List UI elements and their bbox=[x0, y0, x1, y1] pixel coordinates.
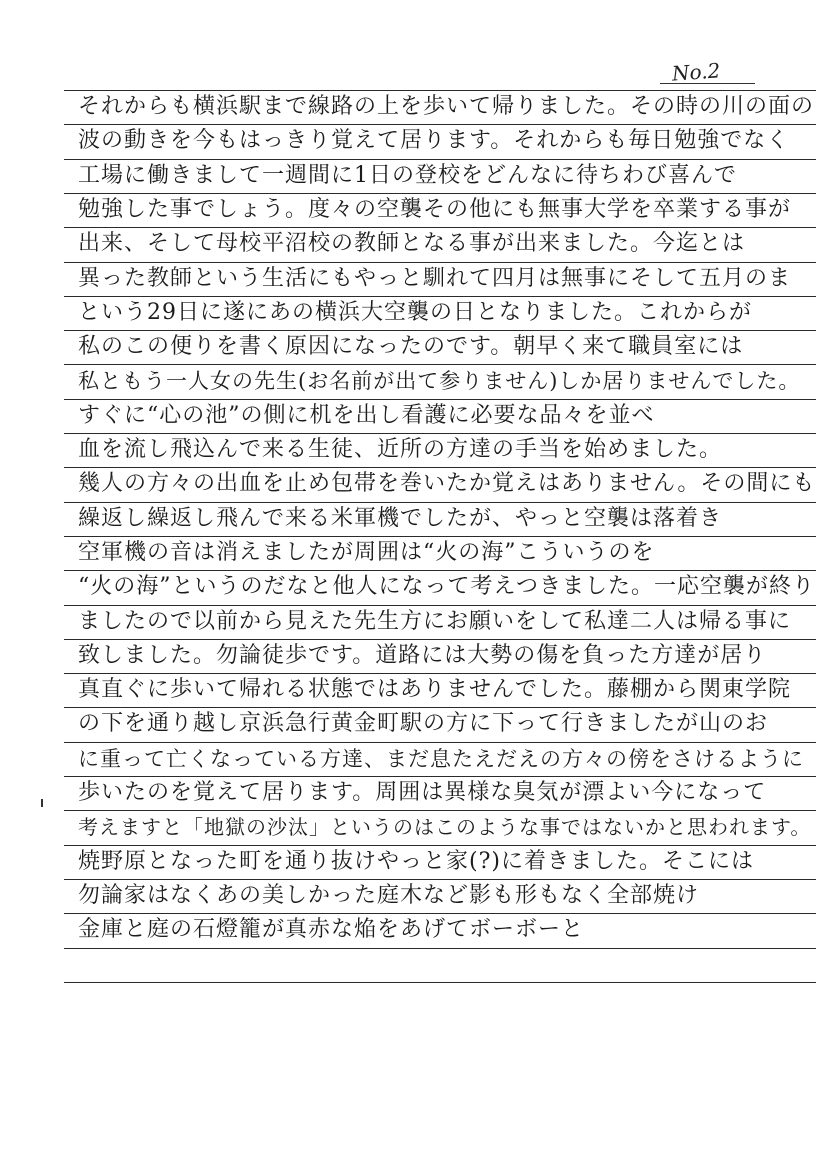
text-line: 波の動きを今もはっきり覚えて居ります。それからも毎日勉強でなく bbox=[78, 128, 790, 154]
rule-line bbox=[64, 399, 816, 400]
rule-line bbox=[64, 124, 816, 125]
rule-line bbox=[64, 673, 816, 674]
stray-ink-mark bbox=[41, 799, 43, 807]
rule-line bbox=[64, 364, 816, 365]
text-line: 幾人の方々の出血を止め包帯を巻いたか覚えはありません。その間にも bbox=[78, 471, 816, 497]
text-line: すぐに“心の池”の側に机を出し看護に必要な品々を並べ bbox=[78, 402, 655, 428]
rule-line bbox=[64, 948, 816, 949]
rule-line bbox=[64, 845, 816, 846]
text-line: 空軍機の音は消えましたが周囲は“火の海”こういうのを bbox=[78, 539, 655, 565]
rule-line bbox=[64, 433, 816, 434]
rule-line bbox=[64, 467, 816, 468]
text-line: という29日に遂にあの横浜大空襲の日となりました。これからが bbox=[78, 299, 752, 325]
text-line: 勿論家はなくあの美しかった庭木など影も形もなく全部焼け bbox=[78, 882, 700, 908]
text-line: 出来、そして母校平沼校の教師となる事が出来ました。今迄とは bbox=[78, 231, 746, 257]
rule-line bbox=[64, 262, 816, 263]
page-number-underline bbox=[660, 83, 755, 84]
rule-line bbox=[64, 159, 816, 160]
rule-line bbox=[64, 707, 816, 708]
text-line: 勉強した事でしょう。度々の空襲その他にも無事大学を卒業する事が bbox=[78, 196, 792, 222]
rule-line bbox=[64, 536, 816, 537]
rule-line bbox=[64, 982, 816, 983]
rule-line bbox=[64, 742, 816, 743]
rule-line bbox=[64, 296, 816, 297]
text-line: 歩いたのを覚えて居ります。周囲は異様な臭気が漂よい今になって bbox=[78, 780, 767, 805]
rule-line bbox=[64, 193, 816, 194]
text-line: 考えますと「地獄の沙汰」というのはこのような事ではないかと思われます。 bbox=[78, 815, 812, 840]
rule-line bbox=[64, 913, 816, 914]
text-line: 工場に働きまして一週間に1日の登校をどんなに待ちわび喜んで bbox=[78, 162, 737, 188]
page-number: No.2 bbox=[671, 58, 722, 86]
rule-line bbox=[64, 605, 816, 606]
text-line: 金庫と庭の石燈籠が真赤な焔をあげてボーボーと bbox=[78, 917, 585, 943]
text-line: 血を流し飛込んで来る生徒、近所の方達の手当を始めました。 bbox=[78, 437, 723, 462]
text-line: 異った教師という生活にもやっと馴れて四月は無事にそして五月のま bbox=[78, 265, 792, 291]
text-line: 私のこの便りを書く原因になったのです。朝早く来て職員室には bbox=[78, 334, 744, 360]
text-line: 繰返し繰返し飛んで来る米軍機でしたが、やっと空襲は落着き bbox=[78, 505, 723, 531]
rule-line bbox=[64, 227, 816, 228]
text-line: 焼野原となった町を通り抜けやっと家(?)に着きました。そこには bbox=[78, 848, 754, 874]
rule-line bbox=[64, 502, 816, 503]
rule-line bbox=[64, 810, 816, 811]
text-line: 私ともう一人女の先生(お名前が出て参りません)しか居りませんでした。 bbox=[78, 369, 801, 394]
text-line: “火の海”というのだなと他人になって考えつきました。一応空襲が終り bbox=[78, 574, 816, 600]
text-line: ましたので以前から見えた先生方にお願いをして私達二人は帰る事に bbox=[78, 608, 792, 634]
text-line: の下を通り越し京浜急行黄金町駅の方に下って行きましたが山のお bbox=[78, 711, 769, 737]
rule-line bbox=[64, 639, 816, 640]
rule-line bbox=[64, 776, 816, 777]
text-line: に重って亡くなっている方達、まだ息たえだえの方々の傍をさけるように bbox=[78, 746, 804, 771]
text-line: それからも横浜駅まで線路の上を歩いて帰りました。その時の川の面の bbox=[78, 94, 815, 119]
rule-line bbox=[64, 570, 816, 571]
rule-line bbox=[64, 330, 816, 331]
text-line: 真直ぐに歩いて帰れる状態ではありませんでした。藤棚から関東学院 bbox=[78, 677, 792, 703]
text-line: 致しました。勿論徒歩です。道路には大勢の傷を負った方達が居り bbox=[78, 642, 767, 668]
rule-line bbox=[64, 90, 816, 91]
rule-line bbox=[64, 879, 816, 880]
